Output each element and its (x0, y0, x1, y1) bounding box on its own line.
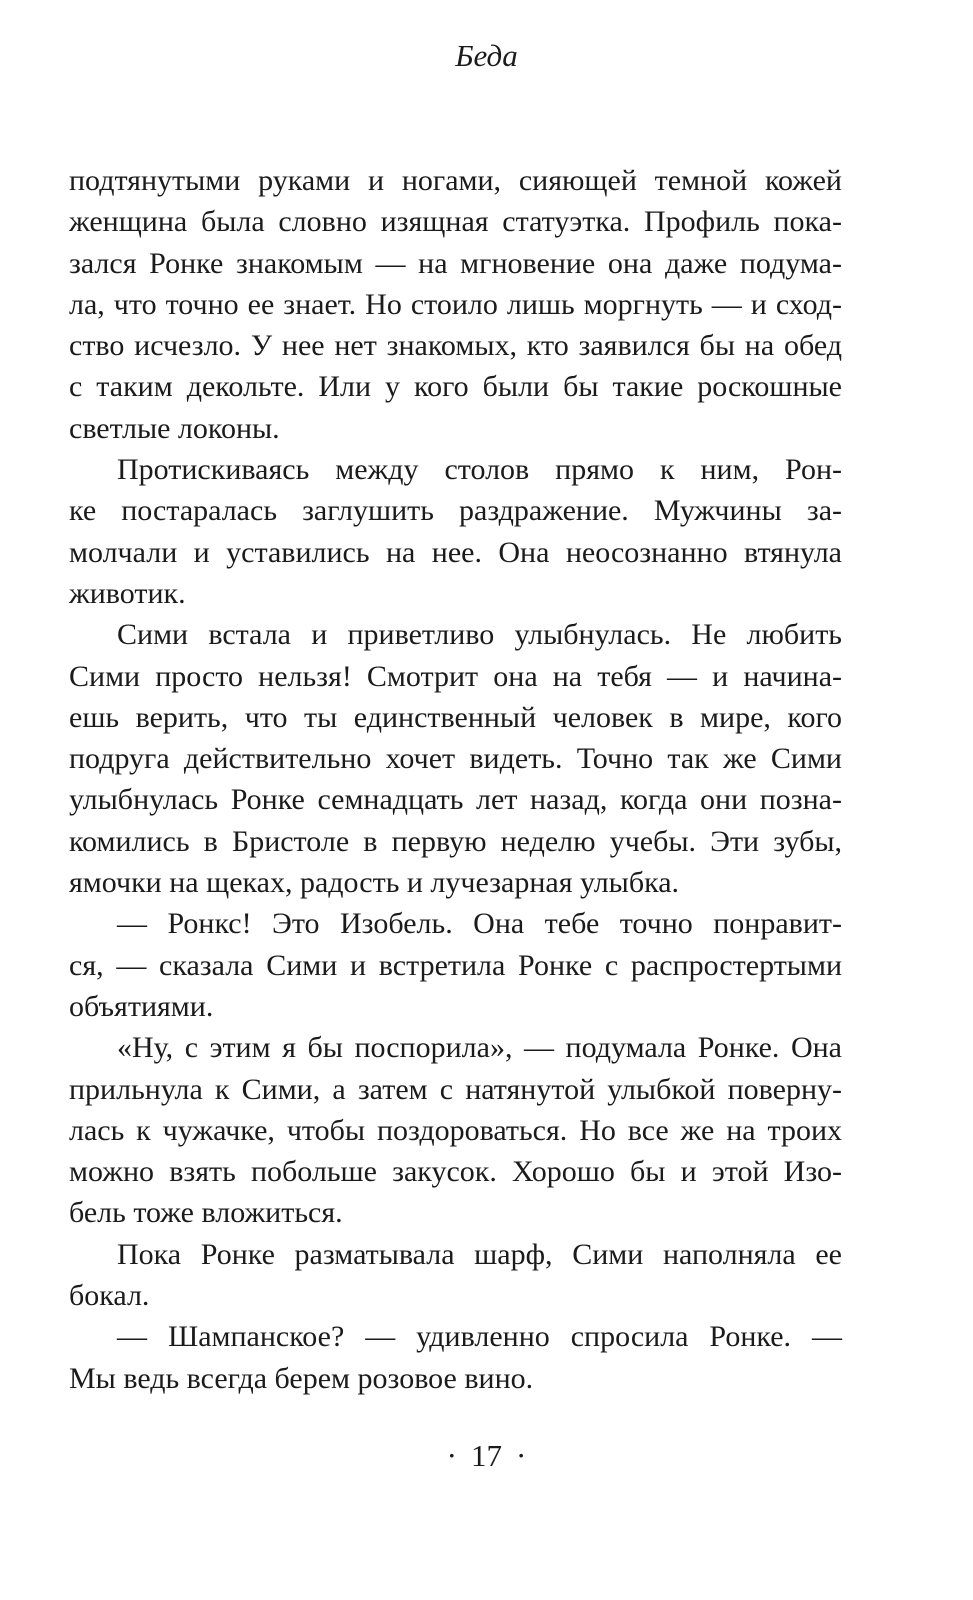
folio-dot-left: · (446, 1438, 457, 1473)
text-line: подтянутыми руками и ногами, сияющей темной кожей (69, 164, 842, 197)
text-line: улыбнулась Ронке семнадцать лет назад, когда они позна- (69, 783, 842, 817)
text-line: прильнула к Сими, а затем с натянутой улыбкой поверну- (69, 1072, 842, 1106)
text-line: ешь верить, что ты единственный человек в мире, кого (69, 700, 842, 734)
text-line: молчали и уставились на нее. Она неосознанно втянула (69, 535, 842, 569)
text-line: женщина была словно изящная статуэтка. Профиль пока- (69, 205, 842, 239)
folio-dot-right: · (516, 1438, 527, 1473)
running-title: Беда (455, 38, 518, 73)
text-line: Пока Ронке разматывала шарф, Сими наполняла ее (117, 1237, 842, 1271)
text-line: зался Ронке знакомым — на мгновение она даже подума- (69, 246, 842, 280)
text-line: ство исчезло. У нее нет знакомых, кто заявился бы на обед (69, 329, 842, 363)
text-line: ямочки на щеках, радость и лучезарная улыбка. (69, 866, 680, 900)
text-line: лась к чужачке, чтобы поздороваться. Но все же на троих (69, 1113, 842, 1147)
text-line: — Ронкс! Это Изобель. Она тебе точно понравит- (117, 907, 842, 941)
text-line: — Шампанское? — удивленно спросила Ронке. — (117, 1320, 842, 1354)
text-line: ся, — сказала Сими и встретила Ронке с распростертыми (69, 948, 842, 982)
text-line: бель тоже вложиться. (69, 1196, 343, 1230)
text-line: Сими встала и приветливо улыбнулась. Не любить (117, 618, 842, 652)
text-line: объятиями. (69, 989, 214, 1023)
text-line: можно взять побольше закусок. Хорошо бы и этой Изо- (69, 1155, 842, 1189)
text-line: ке постаралась заглушить раздражение. Мужчины за- (69, 494, 842, 528)
text-line: подруга действительно хочет видеть. Точно так же Сими (69, 742, 842, 776)
text-line: «Ну, с этим я бы поспорила», — подумала Ронке. Она (117, 1031, 842, 1065)
text-line: животик. (69, 576, 186, 610)
page-number-footer (0, 1436, 973, 1476)
text-line: Мы ведь всегда берем розовое вино. (69, 1361, 534, 1395)
page-number: 17 (471, 1438, 502, 1473)
text-line: Протискиваясь между столов прямо к ним, Рон- (117, 453, 842, 487)
body-text (69, 160, 842, 1399)
text-line: комились в Бристоле в первую неделю учебы. Эти зубы, (69, 824, 842, 858)
text-line: ла, что точно ее знает. Но стоило лишь моргнуть — и сход- (69, 287, 842, 321)
text-line: светлые локоны. (69, 411, 280, 445)
text-line: с таким декольте. Или у кого были бы такие роскошные (69, 370, 842, 404)
text-line: бокал. (69, 1279, 150, 1313)
text-line: Сими просто нельзя! Смотрит она на тебя — и начина- (69, 659, 842, 693)
